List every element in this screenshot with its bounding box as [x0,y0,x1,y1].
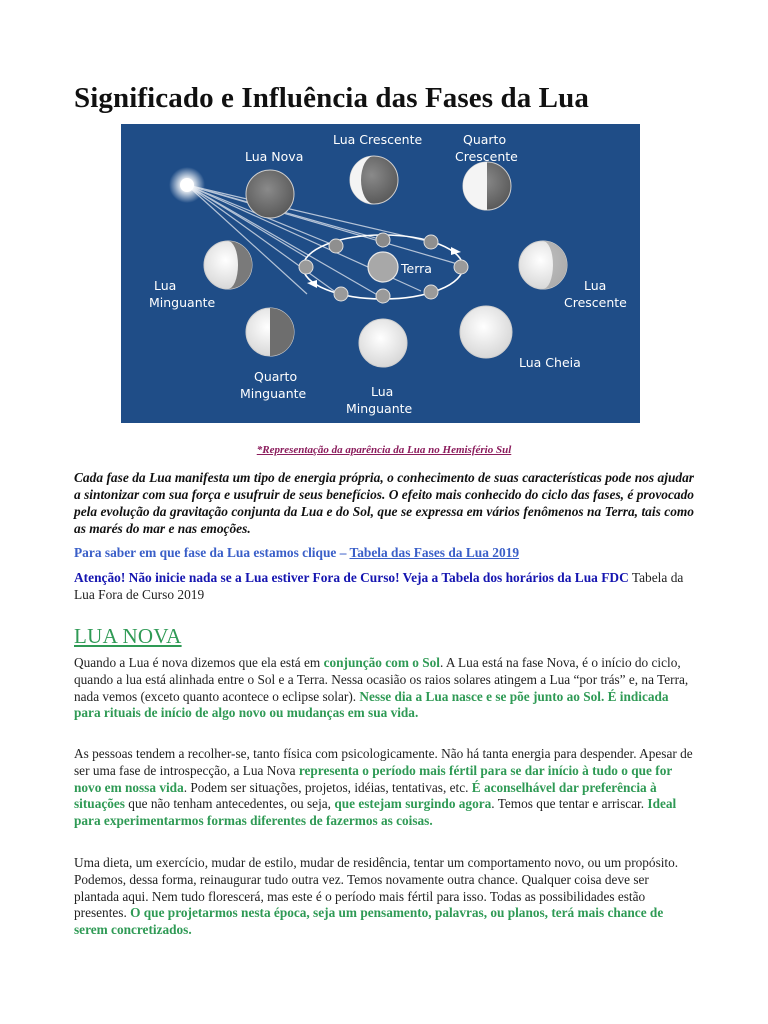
fdc-warning [74,569,694,603]
figure-caption: *Representação da aparência da Lua no Hemisfério Sul [256,444,512,456]
phases-table-prefix: Para saber em que fase da Lua estamos clique – [74,545,350,560]
moon-new-icon [246,170,294,218]
label-lua-minguante-bottom-1: Lua [371,384,394,399]
label-lua-minguante-left-2: Minguante [149,295,216,310]
label-lua-crescente-right-2: Crescente [564,295,627,310]
label-lua-crescente-right-1: Lua [584,278,607,293]
paragraph-3: Uma dieta, um exercício, mudar de estilo, mudar de residência, tentar um comportamento novo, ou um propósito. Podemos, dessa forma, reinaugurar tudo outra vez. Temos novamente outra chance. Qualquer coisa deve ser plantada aqui. Nem tudo florescerá, mas este é o período mais fértil para isso. Todas as possibilidades estão presentes. O que projetarmos nesta época, seja um pensamento, palavras, ou planos, terá mais chance de serem concretizados. [74,855,679,938]
section-title-lua-nova: LUA NOVA [74,624,182,648]
phases-table-line [74,545,519,561]
fdc-table-text: Tabela da Lua Fora de Curso 2019 [74,570,684,602]
label-lua-crescente-top: Lua Crescente [333,132,423,147]
fdc-warning-text: Atenção! Não inicie nada se a Lua estiver Fora de Curso! Veja a Tabela dos horários da Lua FDC [74,570,629,585]
label-lua-minguante-bottom-2: Minguante [346,401,413,416]
label-quarto-crescente-1: Quarto [463,132,507,147]
label-quarto-minguante-2: Minguante [240,386,307,401]
moon-last-quarter-icon [270,308,294,356]
label-lua-nova: Lua Nova [245,149,304,164]
label-lua-cheia: Lua Cheia [519,355,581,370]
label-terra: Terra [401,261,432,276]
intro-paragraph: Cada fase da Lua manifesta um tipo de energia própria, o conhecimento de suas características pode nos ajudar a sintonizar com sua força e usufruir de seus benefícios. O efeito mais conhecido do ciclo das fases, é provocado pela evolução da gravitação conjunta da Lua e do Sol, que se expressa em vários fenômenos na Terra, tais como as marés do mar e nas emoções. [74,470,694,536]
moon-phases-diagram [121,124,640,423]
label-quarto-minguante-1: Quarto [254,369,298,384]
label-quarto-crescente-2: Crescente [455,149,518,164]
phases-table-link[interactable]: Tabela das Fases da Lua 2019 [349,545,520,560]
paragraph-2: As pessoas tendem a recolher-se, tanto física com psicologicamente. Não há tanta energia para despender. Apesar de ser uma fase de introspecção, a Lua Nova representa o período mais fértil para se dar início à tudo o que for novo em nossa vida. Podem ser situações, projetos, idéias, tentativas, etc. É aconselhável dar preferência à situações que não tenham antecedentes, ou seja, que estejam surgindo agora. Temos que tentar e arriscar. Ideal para experimentarmos formas diferentes de fazermos as coisas. [74,746,693,829]
moon-full-icon [460,306,512,358]
label-lua-minguante-left-1: Lua [154,278,177,293]
moon-waning-bottom-icon [359,319,407,367]
earth-icon [368,252,398,282]
page-title: Significado e Influência das Fases da Lua [74,82,589,114]
moon-first-quarter-icon [463,162,487,210]
paragraph-1: Quando a Lua é nova dizemos que ela está em conjunção com o Sol. A Lua está na fase Nova, é o início do ciclo, quando a lua está alinhada entre o Sol e a Terra. Nessa ocasião os raios solares atingem a Lua “por trás” e, na Terra, nada vemos (exceto quanto acontece o eclipse solar). Nesse dia a Lua nasce e se põe junto ao Sol. É indicada para rituais de início de algo novo ou mudanças em sua vida. [74,655,689,721]
